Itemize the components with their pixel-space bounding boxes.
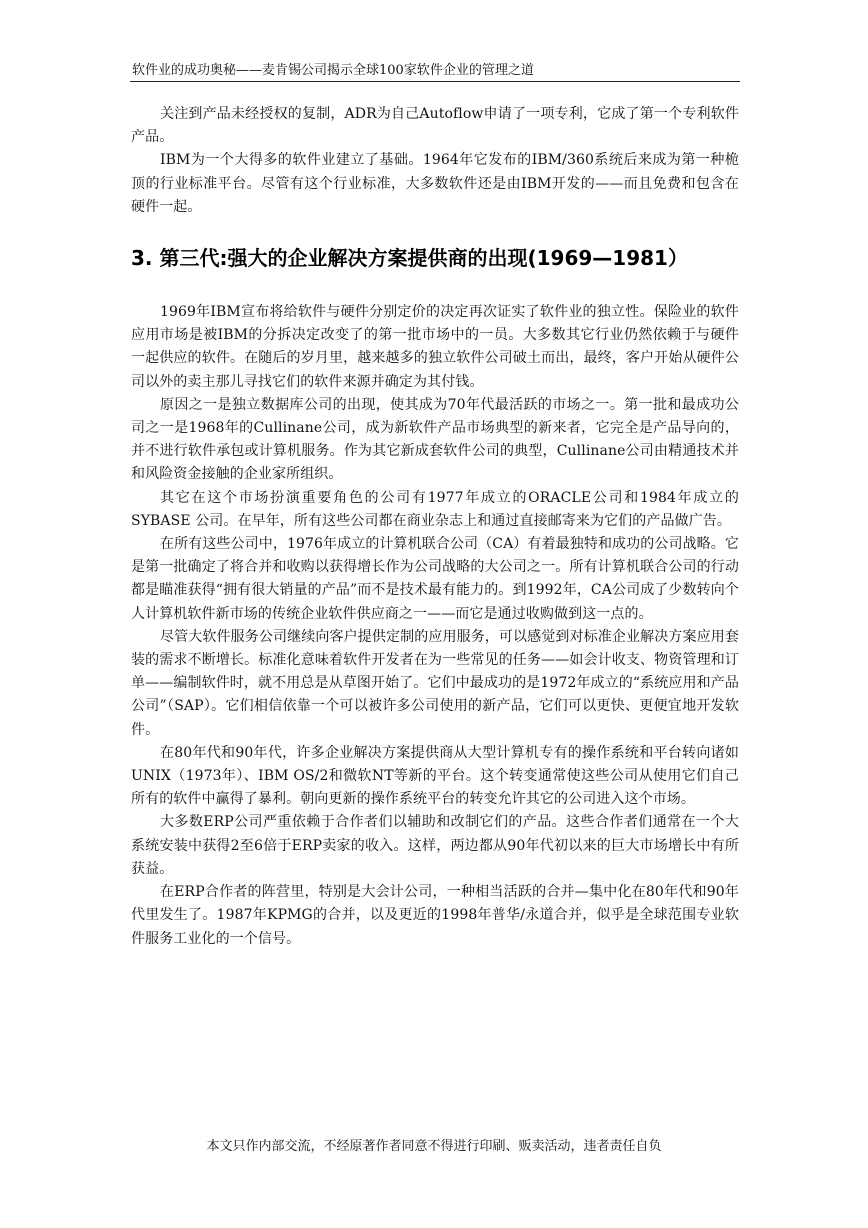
paragraph: 尽管大软件服务公司继续向客户提供定制的应用服务，可以感觉到对标准企业解决方案应用套装的需求不断增长。标准化意味着软件开发者在为一些常见的任务——如会计收支、物资管理和订单——编制软件时，就不用总是从草图开始了。它们中最成功的是1972年成立的“系统应用和产品公司”（SAP）。它们相信依靠一个可以被许多公司使用的新产品，它们可以更快、更便宜地开发软件。 <box>131 628 739 738</box>
paragraph: 关注到产品未经授权的复制，ADR为自己Autoflow申请了一项专利，它成了第一个专利软件产品。 <box>131 106 739 146</box>
paragraph: IBM为一个大得多的软件业建立了基础。1964年它发布的IBM/360系统后来成为第一种桅顶的行业标准平台。尽管有这个行业标准，大多数软件还是由IBM开发的——而且免费和包含在硬件一起。 <box>131 152 739 215</box>
paragraph: 1969年IBM宣布将给软件与硬件分别定价的决定再次证实了软件业的独立性。保险业的软件应用市场是被IBM的分拆决定改变了的第一批市场中的一员。大多数其它行业仍然依赖于与硬件一起供应的软件。在随后的岁月里，越来越多的独立软件公司破土而出，最终，客户开始从硬件公司以外的卖主那儿寻找它们的软件来源并确定为其付钱。 <box>131 304 739 390</box>
section-heading: 3. 第三代:强大的企业解决方案提供商的出现(1969—1981） <box>131 246 688 271</box>
paragraph: 在ERP合作者的阵营里，特别是大会计公司，一种相当活跃的合并—集中化在80年代和90年代里发生了。1987年KPMG的合并，以及更近的1998年普华/永道合并，似乎是全球范围专业软件服务工业化的一个信号。 <box>131 884 739 947</box>
running-header: 软件业的成功奥秘——麦肯锡公司揭示全球100家软件企业的管理之道 <box>132 63 534 78</box>
header-rule <box>130 81 740 82</box>
paragraph: 在所有这些公司中，1976年成立的计算机联合公司（CA）有着最独特和成功的公司战略。它是第一批确定了将合并和收购以获得增长作为公司战略的大公司之一。所有计算机联合公司的行动都是瞄准获得“拥有很大销量的产品”而不是技术最有能力的。到1992年，CA公司成了少数转向个人计算机软件新市场的传统企业软件供应商之一——而它是通过收购做到这一点的。 <box>131 536 739 622</box>
paragraph: 在80年代和90年代，许多企业解决方案提供商从大型计算机专有的操作系统和平台转向诸如UNIX（1973年）、IBM OS/2和微软NT等新的平台。这个转变通常使这些公司从使用它们自己所有的软件中赢得了暴利。朝向更新的操作系统平台的转变允许其它的公司进入这个市场。 <box>131 744 739 808</box>
paragraph: 其它在这个市场扮演重要角色的公司有1977年成立的ORACLE公司和1984年成立的SYBASE 公司。在早年，所有这些公司都在商业杂志上和通过直接邮寄来为它们的产品做广告。 <box>131 489 739 529</box>
page-body <box>131 103 739 951</box>
paragraph: 原因之一是独立数据库公司的出现，使其成为70年代最活跃的市场之一。第一批和最成功公司之一是1968年的Cullinane公司，成为新软件产品市场典型的新来者，它完全是产品导向的，并不进行软件承包或计算机服务。作为其它新成套软件公司的典型，Cullinane公司由精通技术并和风险资金接触的企业家所组织。 <box>131 396 739 483</box>
paragraph: 大多数ERP公司严重依赖于合作者们以辅助和改制它们的产品。这些合作者们通常在一个大系统安装中获得2至6倍于ERP卖家的收入。这样，两边都从90年代初以来的巨大市场增长中有所获益。 <box>131 814 739 877</box>
footer-notice: 本文只作内部交流，不经原著作者同意不得进行印刷、贩卖活动，违者责任自负 <box>206 1139 662 1154</box>
